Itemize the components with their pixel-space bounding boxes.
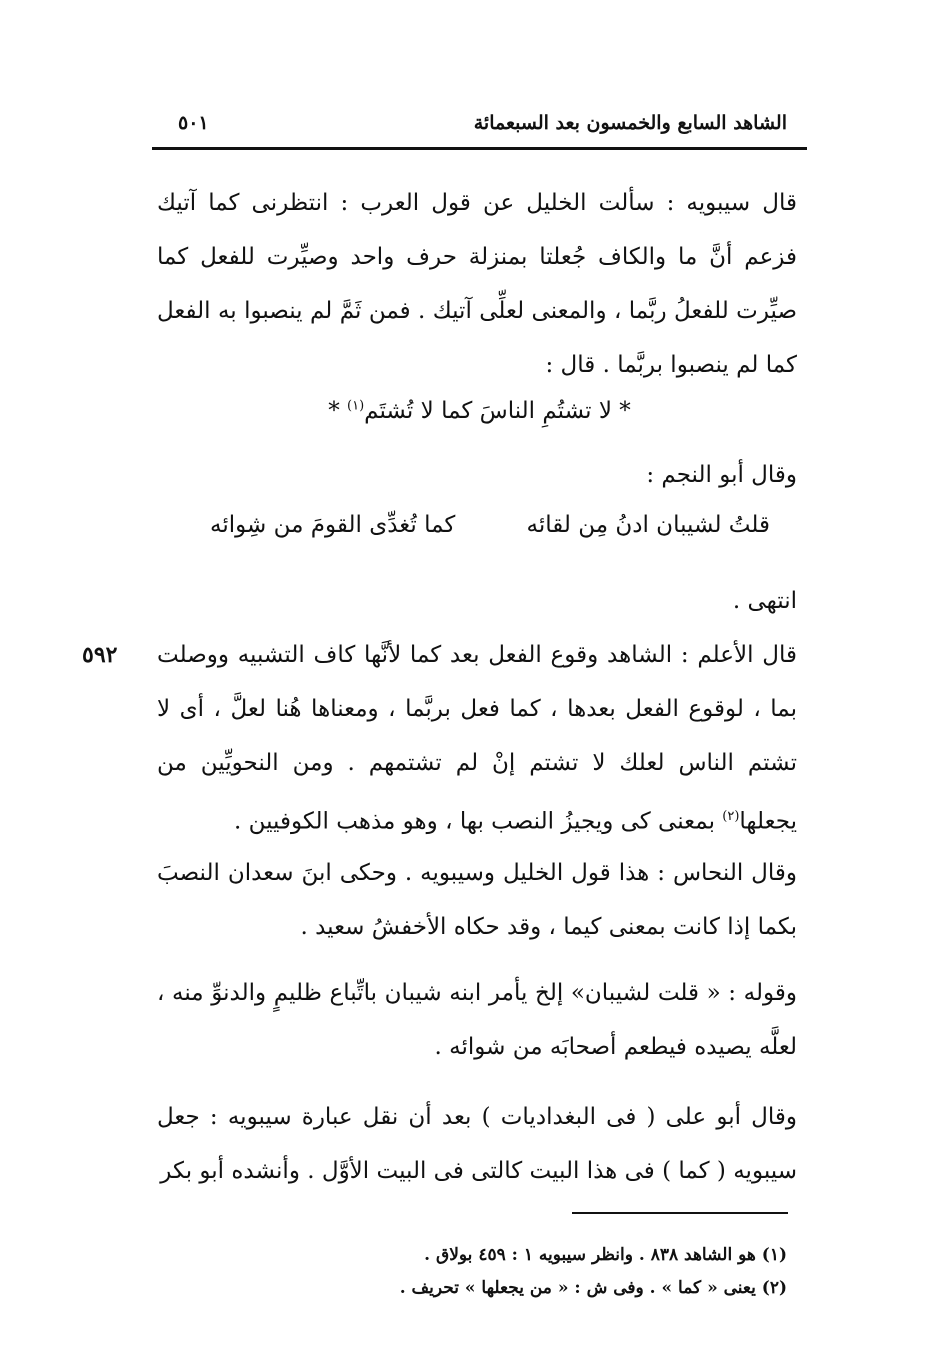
margin-number: ٥٩٢ [82,642,118,668]
paragraph-alam [157,628,797,849]
header-rule [152,147,807,150]
paragraph-sibawayh-quote: قال سيبويه : سألت الخليل عن قول العرب : انتظرنى كما آتيك فزعم أنَّ ما والكاف جُعلتا بمنزلة حرف واحد وصيِّرت للفعل كما صيِّرت للفعلُ ربَّما ، والمعنى لعلِّى آتيك . فمن ثَمَّ لم ينصبوا به الفعل كما لم ينصبوا بربَّما . قال : [157,190,797,378]
paragraph-alam-text-end: بمعنى كى ويجيزُ النصب بها ، وهو مذهب الكوفيين . [233,808,715,835]
paragraph-intaha: انتهى . [732,588,797,614]
verse-line-2 [210,512,770,538]
footnote-rule [572,1212,788,1214]
verse-1-text: * لا تشتُمِ الناسَ كما لا تُشتَم [364,398,631,424]
footnote-ref-2: (٢) [722,809,740,824]
verse-line-1 [152,398,807,424]
verse-2-second-hemistich: كما تُغدِّى القومَ من شِوائه [210,512,456,538]
page-number: ٥٠١ [178,112,209,134]
paragraph-nahhas: وقال النحاس : هذا قول الخليل وسيبويه . وحكى ابنَ سعدان النصبَ بكما إذا كانت بمعنى كيما ، وقد حكاه الأخفشُ سعيد . [157,860,797,940]
paragraph-abu-najm: وقال أبو النجم : [646,462,797,488]
paragraph-abu-ali: وقال أبو على ( فى البغداديات ) بعد أن نقل عبارة سيبويه : جعل سيبويه ( كما ) فى هذا البيت كالتى فى البيت الأوَّل . وأنشده أبو بكر [157,1104,797,1184]
footnote-ref-1: (١) [347,398,365,414]
footnote-2: (٢) يعنى « كما » . وفى ش : « من يجعلها » تحريف . [399,1278,787,1298]
verse-1-star: * [328,398,340,424]
running-header-title: الشاهد السابع والخمسون بعد السبعمائة [473,112,787,134]
verse-2-first-hemistich: قلتُ لشيبان ادنُ مِن لقائه [526,512,770,538]
footnote-1: (١) هو الشاهد ٨٣٨ . وانظر سيبويه ١ : ٤٥٩ بولاق . [424,1245,787,1265]
paragraph-qawluhu: وقوله : « قلت لشيبان» إلخ يأمر ابنه شيبان باتِّباع ظليمٍ والدنوِّ منه ، لعلَّه يصيده فيطعم أصحابَه من شوائه . [157,980,797,1060]
paragraph-alam-text: قال الأعلم : الشاهد وقوع الفعل بعد كما لأنَّها كاف التشبيه ووصلت بما ، لوقوع الفعل بعدها ، كما فعل بربَّما ، ومعناها هُنا لعلَّ ، أى لا تشتم الناس لعلك لا تشتم إنْ لم تشتمهم . ومن النحويِّين من يجعلها [157,642,797,835]
